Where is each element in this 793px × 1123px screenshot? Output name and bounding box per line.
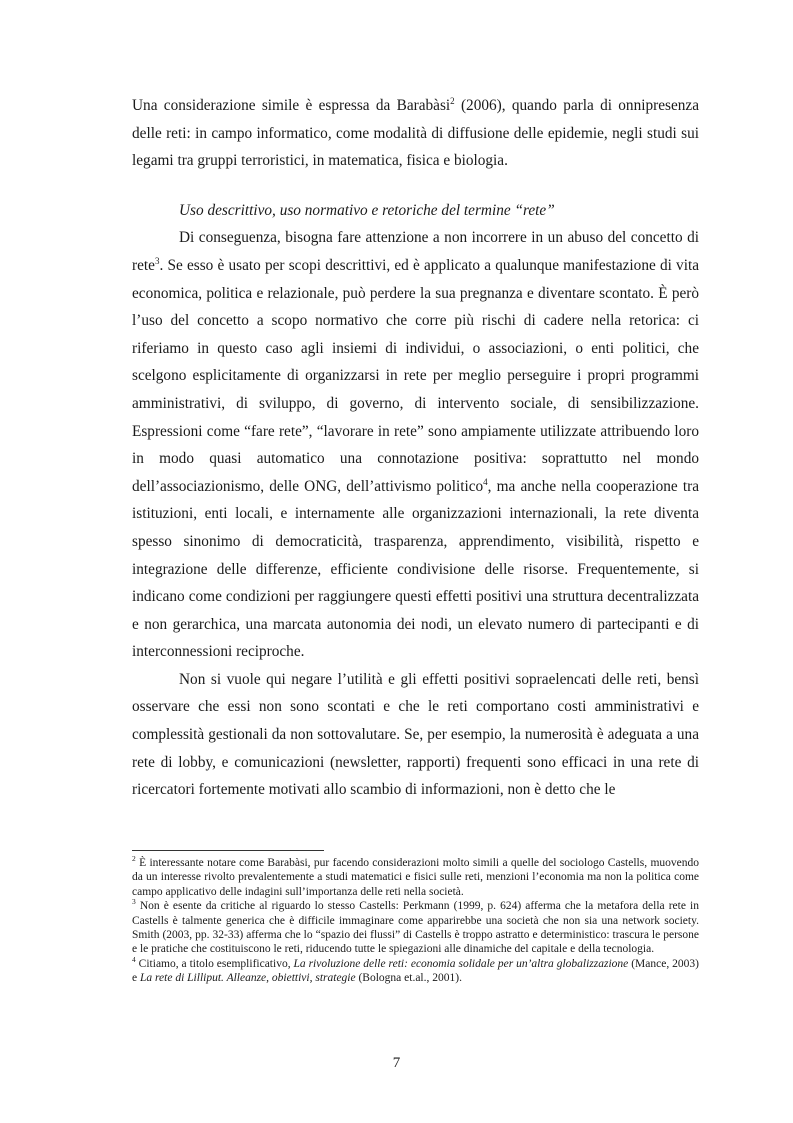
footnote-text: Non è esente da critiche al riguardo lo stesso Castells: Perkmann (1999, p. 624) afferma che la metafora della rete in Castells è talmente generica che è difficile immaginare come apparirebbe una società che non sia una network society. Smith (2003, pp. 32-33) afferma che lo “spazio dei flussi” di Castells è troppo astratto e deterministico: trascura le persone e le pratiche che costituiscono le reti, riducendo tutte le spiegazioni alle dinamiche del capitale e della tecnologia. [132, 900, 699, 956]
footnote-3 [132, 899, 699, 957]
footnote-text: È interessante notare come Barabàsi, pur facendo considerazioni molto simili a quelle del sociologo Castells, muovendo da un interesse rivolto prevalentemente a studi matematici e fisici sulle reti, menzioni l’economia ma non la politica come campo applicativo delle indagini sull’importanza delle reti nella società. [132, 857, 699, 898]
paragraph-text: . Se esso è usato per scopi descrittivi, ed è applicato a qualunque manifestazione di vita economica, politica e relazionale, può perdere la sua pregnanza e diventare scontato. È però l’uso del concetto a scopo normativo che corre più rischi di cadere nella retorica: ci riferiamo in questo caso agli insiemi di individui, o associazioni, o enti politici, che scelgono esplicitamente di organizzarsi in rete per meglio perseguire i propri programmi amministrativi, di sviluppo, di governo, di intervento sociale, di sensibilizzazione. Espressioni come “fare rete”, “lavorare in rete” sono ampiamente utilizzate attribuendo loro in modo quasi automatico una connotazione positiva: soprattutto nel mondo dell’associazionismo, delle ONG, dell’attivismo politico [132, 256, 699, 495]
footnote-number: 2 [132, 854, 136, 864]
section-heading: Uso descrittivo, uso normativo e retoriche del termine “rete” [179, 201, 555, 219]
paragraph-text: Di conseguenza, bisogna fare attenzione a non incorrere in un abuso del concetto di rete [132, 229, 699, 274]
footnote-ref[interactable]: 3 [154, 255, 160, 266]
footnote-number: 4 [132, 955, 136, 965]
footnote-number: 3 [132, 897, 136, 907]
footnote-text: Citiamo, a titolo esemplificativo, [135, 957, 294, 970]
footnote-ref[interactable]: 4 [483, 476, 488, 487]
paragraph-text: (2006), quando parla di onnipresenza delle reti: in campo informatico, come modalità di diffusione delle epidemie, negli studi sui legami tra gruppi terroristici, in matematica, fisica e biologia. [132, 97, 699, 170]
paragraph-3: Non si vuole qui negare l’utilità e gli effetti positivi sopraelencati delle reti, bensì osservare che essi non sono scontati e che le reti comportano costi amministrativi e complessità gestionali da non sottovalutare. Se, per esempio, la numerosità è adeguata a una rete di lobby, e comunicazioni (newsletter, rapporti) frequenti sono efficaci in una rete di ricercatori fortemente motivati allo scambio di informazioni, non è detto che le [132, 670, 699, 799]
book-title: La rivoluzione delle reti: economia solidale per un’altra globalizzazione [293, 957, 629, 970]
book-title: La rete di Lilliput. Alleanze, obiettivi, strategie [139, 972, 356, 985]
paragraph-1 [132, 92, 699, 175]
paragraph-text: Una considerazione simile è espressa da Barabàsi [132, 97, 451, 114]
page-number: 7 [392, 1055, 401, 1071]
paragraph-text: , ma anche nella cooperazione tra istituzioni, enti locali, e internamente alle organizzazioni internazionali, la rete diventa spesso sinonimo di democraticità, trasparenza, apprendimento, visibilità, rispetto e integrazione delle differenze, efficiente condivisione delle risorse. Frequentemente, si indicano come condizioni per raggiungere questi effetti positivi una struttura decentralizzata e non gerarchica, una marcata autonomia dei nodi, un elevato numero di partecipanti e di interconnessioni reciproche. [132, 477, 699, 661]
footnote-4 [132, 957, 699, 986]
footnote-ref[interactable]: 2 [450, 95, 455, 106]
footnotes [132, 856, 699, 986]
footnote-separator [132, 850, 324, 851]
main-text [132, 92, 699, 804]
footnote-text: (Bologna et.al., 2001). [355, 972, 462, 985]
footnote-2 [132, 856, 699, 899]
footnote-text: (Mance, 2003) e [132, 957, 699, 985]
paragraph-2 [132, 224, 699, 666]
